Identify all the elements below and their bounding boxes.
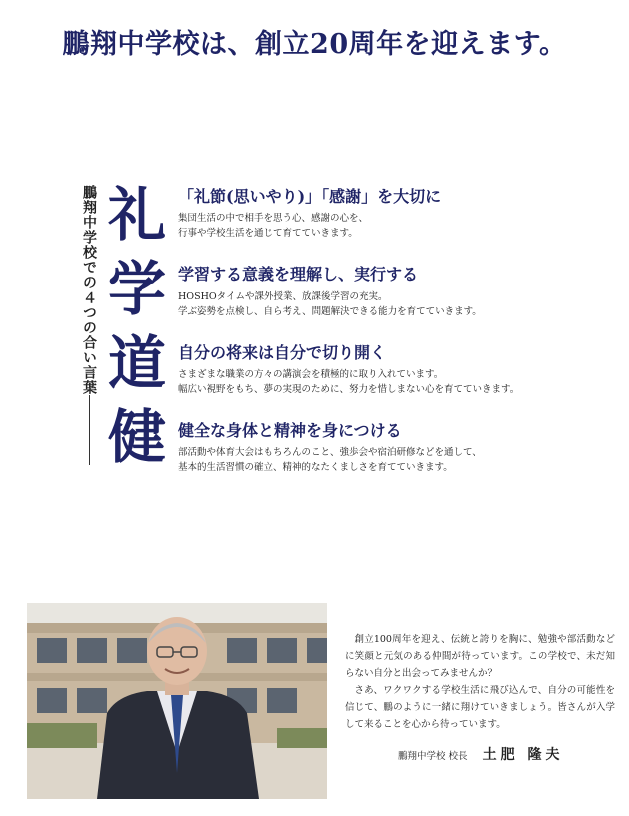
motto-item bbox=[178, 186, 618, 264]
motto-items bbox=[178, 186, 618, 498]
motto-caption: 鵬翔中学校での４つの合い言葉 bbox=[81, 185, 97, 395]
motto-item bbox=[178, 342, 618, 420]
motto-item-body: 部活動や体育大会はもちろんのこと、強歩会や宿泊研修などを通して、 基本的生活習慣の確立、精神的なたくましさを育てていきます。 bbox=[178, 447, 482, 473]
big-char-gaku: 学 bbox=[107, 255, 166, 323]
motto-item-heading: 健全な身体と精神を身につける bbox=[178, 421, 402, 440]
motto-item-heading: 自分の将来は自分で切り開く bbox=[178, 343, 387, 362]
motto-item-body: 集団生活の中で相手を思う心、感謝の心を、 行事や学校生活を通じて育てていきます。 bbox=[178, 213, 369, 239]
page-headline: 鵬翔中学校は、創立20周年を迎えます。 bbox=[62, 29, 567, 60]
motto-item bbox=[178, 264, 618, 342]
principal-message bbox=[345, 631, 615, 733]
message-paragraph: さあ、ワクワクする学校生活に飛び込んで、自分の可能性を信じて、鵬のように一緒に翔けていきましょう。皆さんが入学して来ることを心から待っています。 bbox=[345, 685, 615, 730]
principal-photo bbox=[27, 603, 327, 799]
big-char-ken: 健 bbox=[107, 403, 166, 471]
signature-school: 鵬翔中学校 校長 bbox=[398, 751, 468, 762]
big-char-michi: 道 bbox=[107, 329, 166, 397]
principal-signature bbox=[398, 744, 564, 764]
motto-item-body: HOSHOタイムや課外授業、放課後学習の充実。 学ぶ姿勢を点検し、自ら考え、問題解決できる能力を育てていきます。 bbox=[178, 291, 482, 317]
motto-item-body: さまざまな職業の方々の講演会を積極的に取り入れています。 幅広い視野をもち、夢の実現のために、努力を惜しまない心を育てていきます。 bbox=[178, 369, 520, 395]
caption-rule bbox=[89, 395, 90, 465]
message-paragraph: 創立100周年を迎え、伝統と誇りを胸に、勉強や部活動などに笑顔と元気のある仲間が待っています。この学校で、未だ知らない自分と出会ってみませんか？ bbox=[345, 634, 615, 679]
motto-item-heading: 「礼節(思いやり)」「感謝」を大切に bbox=[178, 187, 442, 206]
motto-big-chars bbox=[104, 178, 170, 474]
signature-name: 土肥 隆夫 bbox=[482, 747, 564, 763]
big-char-rei: 礼 bbox=[107, 181, 166, 249]
motto-item-heading: 学習する意義を理解し、実行する bbox=[178, 265, 419, 284]
motto-item bbox=[178, 420, 618, 498]
principal-photo-illustration bbox=[27, 603, 327, 799]
